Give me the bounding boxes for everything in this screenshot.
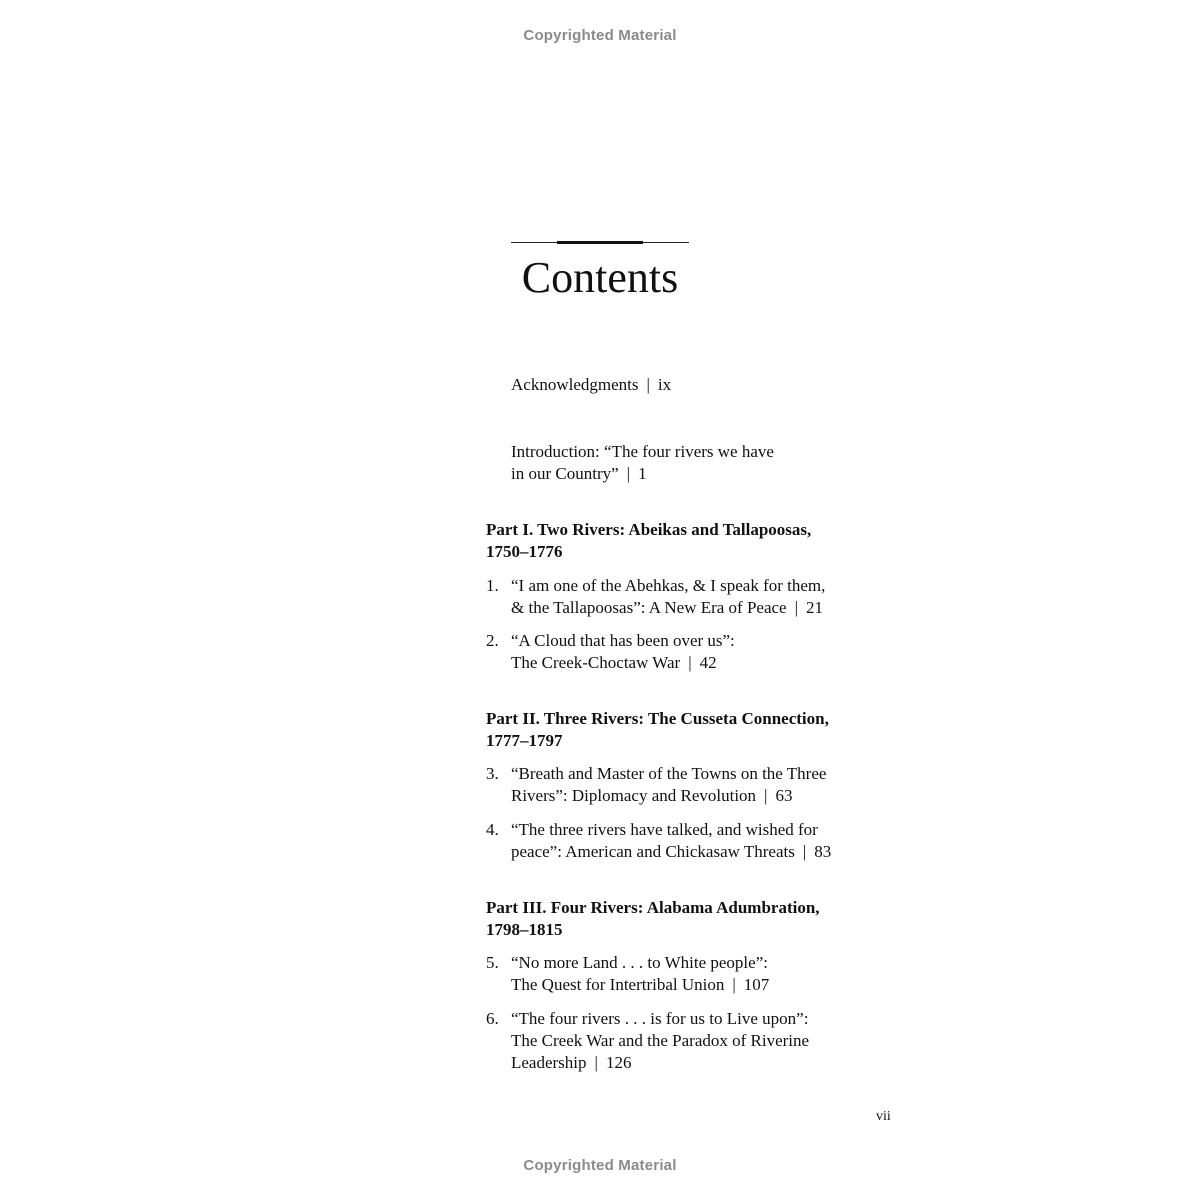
chapter-title-line: “No more Land . . . to White people”: <box>511 953 768 972</box>
chapter-title-line: “A Cloud that has been over us”: <box>511 631 735 650</box>
chapter-title-line: peace”: American and Chickasaw Threats <box>511 842 795 861</box>
entry-title-line: in our Country” <box>511 464 619 483</box>
part-title-line: 1777–1797 <box>486 731 563 750</box>
part-title-line: Part III. Four Rivers: Alabama Adumbration, <box>486 898 820 917</box>
chapter-title-line: “The four rivers . . . is for us to Live upon”: <box>511 1009 809 1028</box>
toc-entry-acknowledgments <box>511 374 671 396</box>
chapter-number: 3. <box>486 764 499 783</box>
toc-chapter-1 <box>486 575 825 619</box>
chapter-number: 6. <box>486 1009 499 1028</box>
chapter-title-line: The Quest for Intertribal Union <box>511 975 725 994</box>
chapter-title-line: The Creek-Choctaw War <box>511 653 681 672</box>
chapter-title-line: The Creek War and the Paradox of Riverine <box>511 1031 810 1050</box>
chapter-title-line: Leadership <box>511 1053 587 1072</box>
chapter-title-line: “I am one of the Abehkas, & I speak for them, <box>511 576 826 595</box>
part-heading-3 <box>486 897 820 941</box>
chapter-title-line: “The three rivers have talked, and wished for <box>511 820 818 839</box>
watermark-top: Copyrighted Material <box>523 27 677 44</box>
chapter-page: 126 <box>605 1053 632 1072</box>
chapter-number: 5. <box>486 953 499 972</box>
page-number: vii <box>876 1109 891 1124</box>
toc-chapter-2 <box>486 630 735 674</box>
chapter-page: 21 <box>806 598 824 617</box>
chapter-title-line: Rivers”: Diplomacy and Revolution <box>511 786 757 805</box>
chapter-page: 42 <box>699 653 717 672</box>
separator: | <box>764 786 768 805</box>
entry-page: 1 <box>638 464 647 483</box>
separator: | <box>688 653 692 672</box>
chapter-page: 83 <box>814 842 832 861</box>
entry-title-line: Introduction: “The four rivers we have <box>511 442 774 461</box>
chapter-title-line: “Breath and Master of the Towns on the Three <box>511 764 827 783</box>
chapter-number: 4. <box>486 820 499 839</box>
part-title-line: 1750–1776 <box>486 542 563 561</box>
part-title-line: Part I. Two Rivers: Abeikas and Tallapoosas, <box>486 520 812 539</box>
entry-title: Acknowledgments <box>511 375 639 394</box>
entry-page: ix <box>657 375 672 394</box>
separator: | <box>594 1053 598 1072</box>
title-rule-accent <box>557 241 643 244</box>
toc-entry-introduction <box>511 441 774 485</box>
separator: | <box>646 375 650 394</box>
toc-chapter-4 <box>486 819 831 863</box>
chapter-page: 107 <box>743 975 770 994</box>
toc-chapter-5 <box>486 952 769 996</box>
separator: | <box>732 975 736 994</box>
part-title-line: Part II. Three Rivers: The Cusseta Connection, <box>486 709 829 728</box>
separator: | <box>802 842 807 861</box>
part-title-line: 1798–1815 <box>486 920 563 939</box>
part-heading-2 <box>486 708 829 752</box>
separator: | <box>626 464 631 483</box>
toc-chapter-3 <box>486 763 826 807</box>
part-heading-1 <box>486 519 811 563</box>
chapter-page: 63 <box>775 786 793 805</box>
chapter-number: 2. <box>486 631 499 650</box>
watermark-bottom: Copyrighted Material <box>523 1157 677 1174</box>
chapter-title-line: & the Tallapoosas”: A New Era of Peace <box>511 598 787 617</box>
separator: | <box>794 598 799 617</box>
page-title: Contents <box>521 253 679 302</box>
toc-chapter-6 <box>486 1008 809 1074</box>
chapter-number: 1. <box>486 576 499 595</box>
